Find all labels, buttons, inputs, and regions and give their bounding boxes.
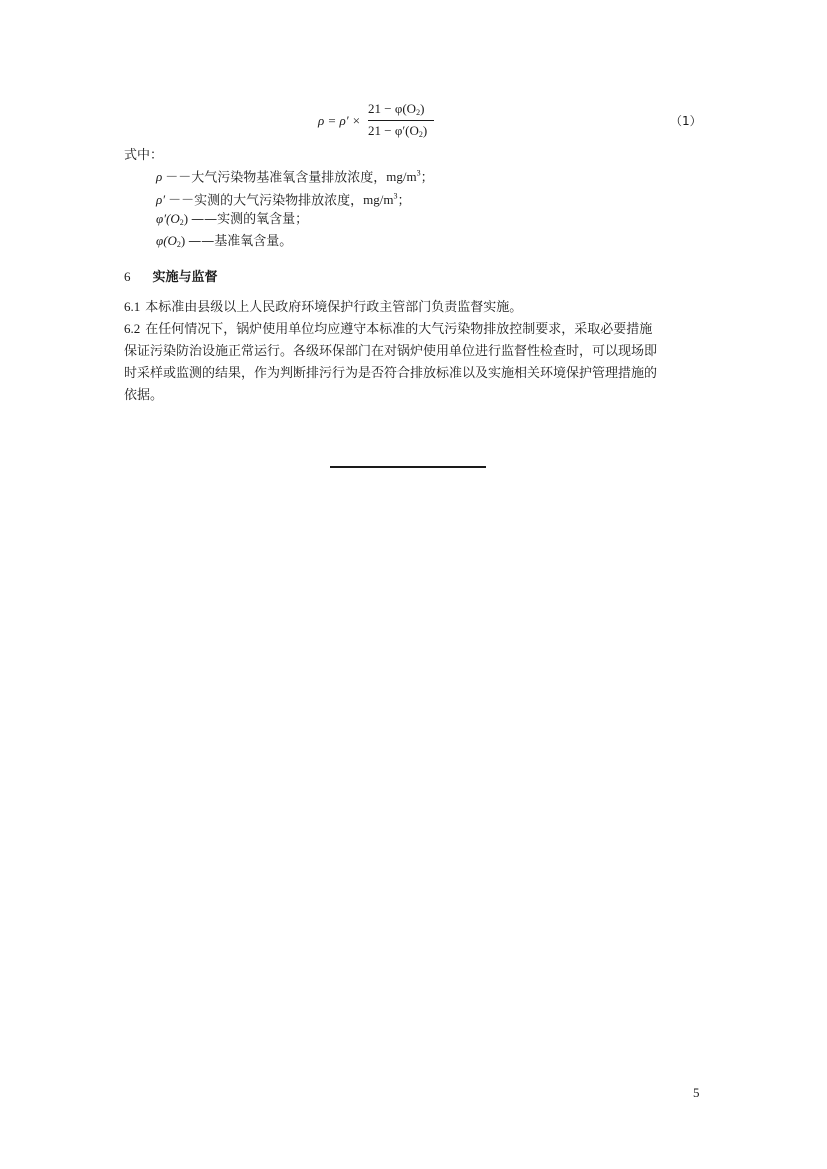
formula-lhs: ρ = ρ′ ×: [318, 113, 361, 128]
page-number: 5: [693, 1085, 700, 1100]
definition-symbol: $\varphi(O_2)$: [156, 233, 186, 249]
clause-number: 6.2: [124, 321, 141, 336]
oxygen-correction-formula: [318, 100, 448, 144]
definition-symbol: $\varphi'(O_2)$: [156, 211, 189, 227]
definition-dash: －－: [165, 170, 192, 186]
definition-text: 实测的氧含量；: [217, 212, 309, 227]
definition-unit: $mg/m^3$: [386, 169, 421, 185]
clause-6-1: [124, 296, 664, 319]
clause-number: 6.1: [124, 299, 141, 314]
clause-6-2: [124, 318, 664, 407]
definition-item: [156, 166, 434, 189]
section-number: 6: [124, 269, 131, 284]
definition-item: [156, 211, 308, 231]
formula-numerator: $21 - \varphi(O_2)$: [368, 101, 425, 117]
definition-symbol: ρ′: [156, 192, 166, 208]
definition-text: 大气污染物基准氧含量排放浓度，: [191, 170, 387, 186]
definition-symbol: ρ: [156, 169, 163, 185]
clause-text: 在任何情况下，锅炉使用单位均应遵守本标准的大气污染物排放控制要求，采取必要措施保证污染防治设施正常运行。各级环保部门在对锅炉使用单位进行监督性检查时，可以现场即时采样或监测的结果，作为判断排污行为是否符合排放标准以及实施相关环境保护管理措施的依据。: [124, 322, 658, 403]
definition-end-punct: ；: [420, 170, 434, 186]
definition-item: [156, 233, 292, 253]
definition-text: 实测的大气污染物排放浓度，: [194, 193, 364, 209]
clause-text: 本标准由县级以上人民政府环境保护行政主管部门负责监督实施。: [145, 300, 523, 315]
section-heading: [124, 266, 218, 285]
equation-number: （1）: [670, 114, 702, 128]
definition-dash: ——: [188, 234, 215, 249]
definition-item: [156, 189, 410, 212]
section-title: 实施与监督: [152, 270, 218, 285]
definition-text: 基准氧含量。: [214, 234, 293, 249]
where-label: 式中：: [124, 148, 164, 163]
definition-end-punct: ；: [397, 193, 411, 209]
definition-dash: ——: [191, 212, 218, 227]
definition-unit: $mg/m^3$: [363, 192, 398, 208]
fraction-bar: [368, 120, 434, 121]
formula-denominator: $21 - \varphi'(O_2)$: [368, 123, 428, 139]
end-of-text-rule: [330, 466, 486, 468]
definition-dash: －－: [168, 193, 195, 209]
